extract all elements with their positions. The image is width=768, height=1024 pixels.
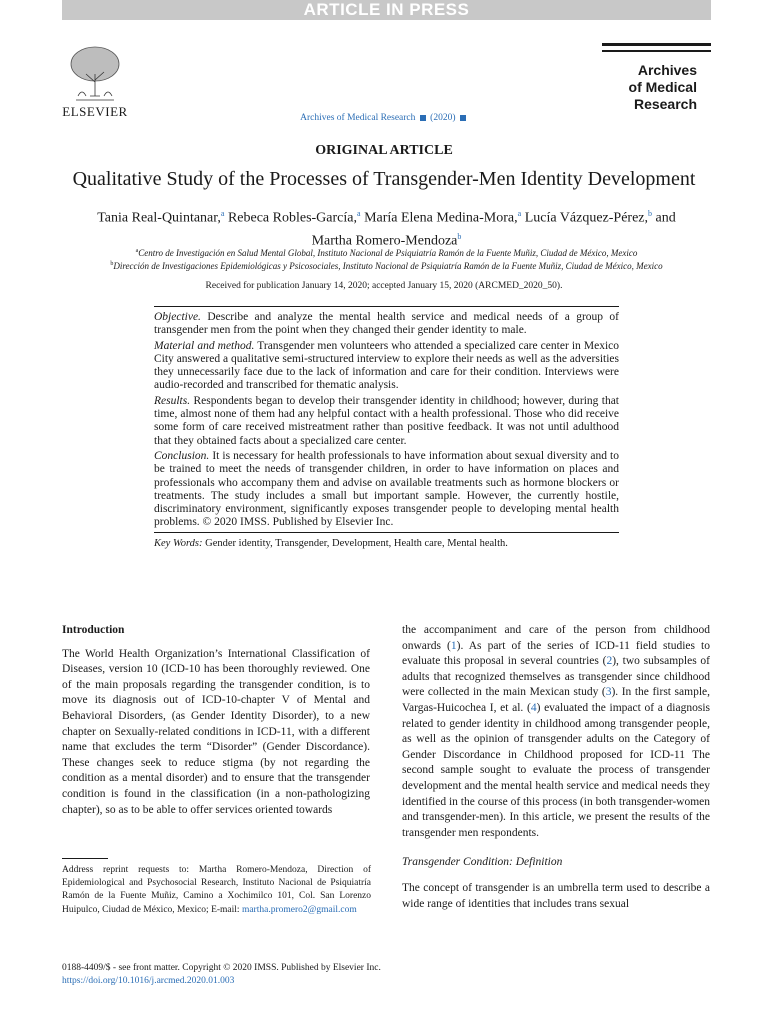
affiliation-mark[interactable]: a [220, 209, 225, 218]
citation-link[interactable]: 2 [606, 655, 613, 668]
elsevier-wordmark: ELSEVIER [62, 104, 128, 119]
square-bullet-icon [460, 115, 466, 121]
brand-line-1: Archives [637, 62, 697, 78]
abstract-results [154, 395, 619, 448]
journal-year: (2020) [430, 113, 456, 123]
abstract-keywords-rule [154, 532, 619, 533]
section-heading-introduction: Introduction [62, 624, 125, 636]
left-column [62, 623, 370, 818]
author-name: Tania Real-Quintanar, [97, 210, 221, 226]
results-text: Respondents began to develop their transgender identity in childhood; however, during that time, almost none of them had any helpful contact with a health professional. Those who did receive some form of care received mistreatment rather than positive feedback. It was not until adulthood that they obtained facts about a specialized care center. [154, 394, 620, 447]
citation-link[interactable]: 4 [530, 701, 537, 714]
article-in-press-banner: ARTICLE IN PRESS [62, 0, 711, 20]
definition-paragraph: The concept of transgender is an umbrella term used to describe a wide range of identities that includes trans sexual [402, 881, 710, 910]
abstract-method [154, 340, 619, 393]
subsection-heading: Transgender Condition: Definition [402, 856, 563, 869]
author-conjunction: and [655, 210, 676, 226]
text-run: ). In the first sample, Vargas-Huicochea I, et al. ( [402, 686, 710, 714]
text-run: ) evaluated the impact of a diagnosis related to gender identity in childhood among transgender people, as well as the opinion of transgender adults on the Category of Gender Discordance in Childhood proposed for ICD-11 The second sample sought to evaluate the process of transgender development and the mental health service and medical needs they identified in the course of this process (in both transgender-women and transgender-men). In this article, we present the results of the transgender men respondents. [402, 701, 710, 839]
brand-line-3: Research [633, 96, 697, 112]
keywords-label: Key Words: [154, 537, 203, 549]
method-text: Transgender men volunteers who attended a specialized care center in Mexico City answered a qualitative semi-structured interview to explore their needs as well as the adversities they unnecessarily face due to the lack of information and care for their condition. Interviews were audio-recorded and transcribed for thematic analysis. [154, 339, 619, 392]
objective-label: Objective. [154, 311, 201, 323]
author-name: Rebeca Robles-García, [227, 210, 357, 226]
affiliation-mark: a [135, 248, 139, 254]
author-name: María Elena Medina-Mora, [364, 210, 518, 226]
square-bullet-icon [420, 115, 426, 121]
intro-paragraph: The World Health Organization’s International Classification of Diseases, version 10 (ICD-10 has been thoroughly reviewed. One of the main proposals regarding the transgender condition, is to move its diagnosis out of ICD-10-chapter V of Mental and Behavioral Disorders, (as Gender Identity Disorder), to a new chapter on Sexually-related conditions in ICD-11, with a different name that excludes the term “Disorder” (Gender Discordance). These changes seek to reduce stigma (by not regarding the condition as a mental disorder) and to ensure that the transgender condition is found in the classification (in a non-pathologizing chapter), so as to be able to offer services oriented towards [62, 647, 370, 816]
affiliation-text: Dirección de Investigaciones Epidemiológicas y Psicosociales, Instituto Nacional de Psiquiatría Ramón de la Fuente Muñiz, Ciudad de México, Mexico [113, 261, 663, 271]
article-title: Qualitative Study of the Processes of Transgender-Men Identity Development [72, 168, 696, 190]
text-run: ). As part of the series of ICD-11 field studies to evaluate this proposal in several countries ( [402, 639, 710, 668]
received-dates: Received for publication January 14, 2020; accepted January 15, 2020 (ARCMED_2020_50). [205, 281, 563, 291]
correspondence-footnote [62, 864, 371, 917]
article-identifiers [62, 962, 381, 988]
journal-name: Archives of Medical Research [300, 113, 416, 123]
author-list [62, 205, 711, 250]
affiliation-mark[interactable]: b [457, 231, 462, 241]
citation-link[interactable]: 1 [450, 639, 457, 652]
affiliation-mark: b [110, 261, 114, 267]
abstract-box [154, 306, 619, 550]
text-run: the accompaniment and care of the person from childhood onwards ( [402, 624, 710, 652]
affiliation-a [62, 248, 711, 258]
brand-line-2: of Medical [628, 79, 697, 95]
conclusion-text: It is necessary for health professionals to have information about sexual diversity and to be trained to meet the needs of transgender children, in order to have information on places and professionals who accompany them and advise on available treatments such as hormone blockers or treatments. The study includes a small but important sample. However, the currently hostile, discriminatory environment, significantly exposes transgender people to developing mental health problems. © 2020 IMSS. Published by Elsevier Inc. [154, 449, 620, 529]
affiliation-mark[interactable]: b [648, 209, 653, 218]
author-name: Lucía Vázquez-Pérez, [524, 210, 649, 226]
citation-link[interactable]: 3 [605, 686, 612, 699]
brand-top-rule [602, 43, 711, 46]
results-label: Results. [154, 394, 191, 407]
journal-brand [602, 43, 711, 119]
right-column [402, 623, 710, 912]
issn-line: 0188-4409/$ - see front matter. Copyright © 2020 IMSS. Published by Elsevier Inc. [62, 963, 381, 973]
affiliation-b [62, 261, 711, 271]
keywords [154, 535, 619, 550]
email-link[interactable]: martha.promero2@gmail.com [241, 904, 357, 915]
affiliation-mark[interactable]: a [517, 209, 522, 218]
elsevier-tree-logo [64, 44, 126, 102]
conclusion-label: Conclusion. [154, 449, 210, 462]
keywords-text: Gender identity, Transgender, Development, Health care, Mental health. [205, 537, 508, 549]
abstract-objective [154, 311, 619, 338]
text-run: ), two subsamples of adults that recognized themselves as transgender since childhood were collected in the main Mexican study ( [402, 655, 710, 699]
objective-text: Describe and analyze the mental health service and medical needs of a group of transgender men from the point when they changed their gender identity to male. [154, 311, 619, 337]
journal-brand-title [602, 52, 711, 119]
affiliation-text: Centro de Investigación en Salud Mental Global, Instituto Nacional de Psiquiatría Ramón de la Fuente Muñiz, Ciudad de México, Mexico [138, 248, 638, 258]
article-type: ORIGINAL ARTICLE [315, 143, 453, 158]
author-name: Martha Romero-Mendoza [311, 233, 458, 249]
doi-link[interactable]: https://doi.org/10.1016/j.arcmed.2020.01.003 [62, 976, 235, 986]
intro-continued-paragraph [402, 623, 710, 841]
affiliation-mark[interactable]: a [357, 209, 361, 218]
method-label: Material and method. [154, 339, 255, 352]
abstract-conclusion [154, 450, 619, 530]
footnote-rule [62, 858, 108, 859]
footnote-text: Address reprint requests to: Martha Romero-Mendoza, Direction of Epidemiological and Psychosocial Research, Instituto Nacional de Psiquiatría Ramón de la Fuente Muñiz, Camino a Xochimilco 101, Col. San Lorenzo Huipulco, Ciudad de México, Mexico; E-mail: [62, 865, 371, 915]
